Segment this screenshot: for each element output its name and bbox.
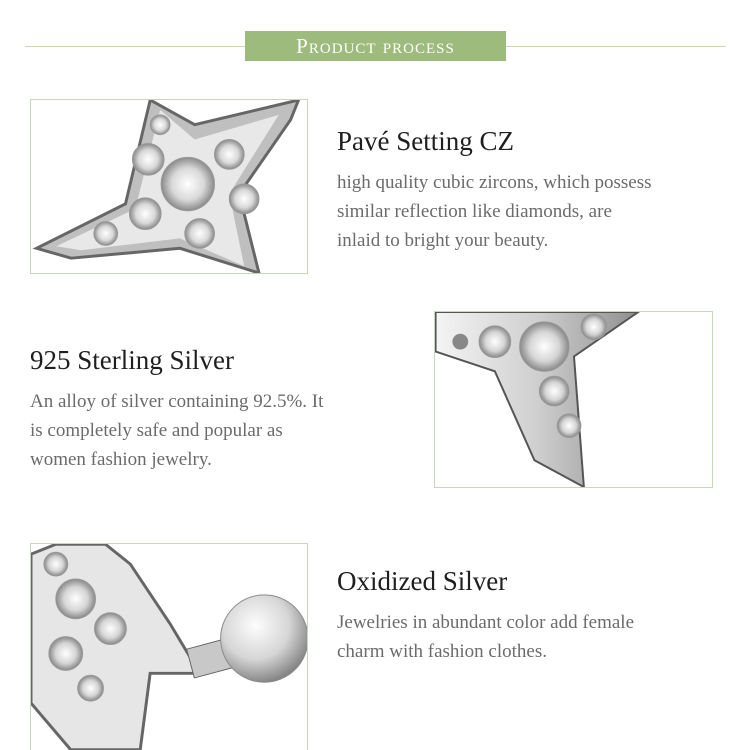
description-line: similar reflection like diamonds, are	[337, 201, 612, 222]
header-divider-right	[506, 46, 726, 47]
section-title-pave: Pavé Setting CZ	[337, 126, 514, 156]
description-line: is completely safe and popular as	[30, 420, 283, 441]
section-description-oxidized	[337, 608, 634, 666]
earring-back-closeup-image	[30, 543, 308, 750]
description-line: high quality cubic zircons, which possess	[337, 172, 652, 193]
section-banner: Product process	[245, 31, 506, 61]
section-title-silver: 925 Sterling Silver	[30, 345, 234, 375]
section-description-pave	[337, 168, 652, 255]
description-line: women fashion jewelry.	[30, 449, 212, 470]
header-divider-left	[25, 46, 245, 47]
description-line: inlaid to bright your beauty.	[337, 230, 549, 251]
description-line: Jewelries in abundant color add female	[337, 612, 635, 633]
description-line: charm with fashion clothes.	[337, 641, 548, 662]
star-pave-closeup-image	[30, 99, 308, 274]
section-title-oxidized: Oxidized Silver	[337, 566, 508, 596]
section-description-silver	[30, 387, 323, 474]
description-line: An alloy of silver containing 92.5%. It	[30, 391, 324, 412]
star-edge-closeup-image	[434, 311, 713, 488]
